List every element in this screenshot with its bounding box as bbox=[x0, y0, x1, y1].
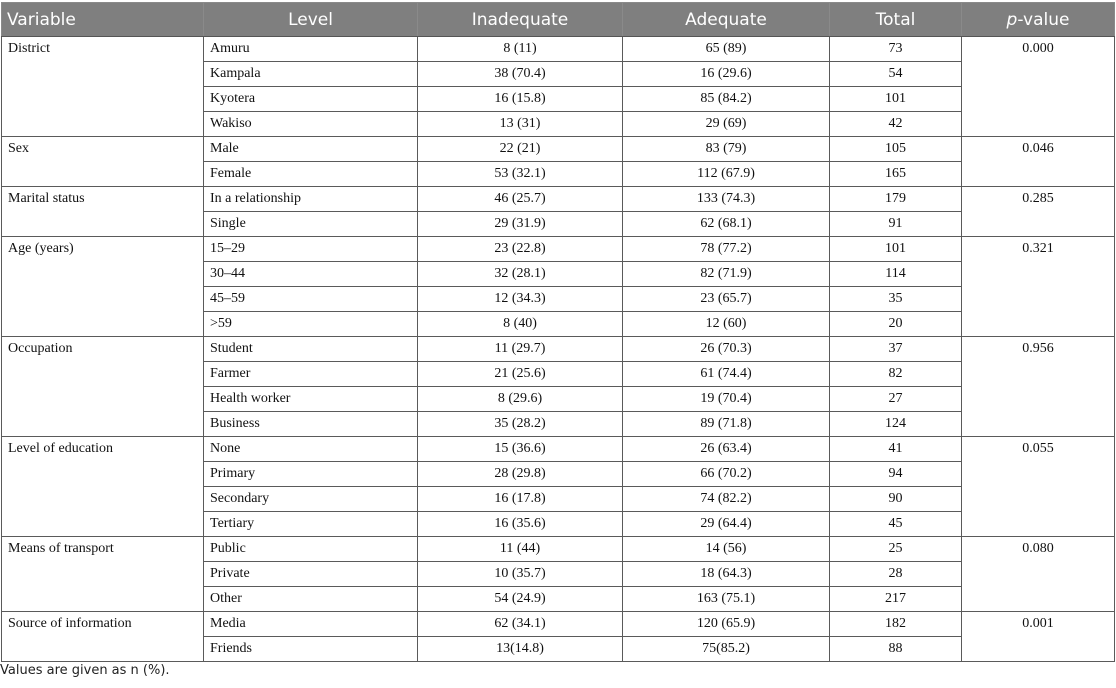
table-row bbox=[2, 537, 1115, 562]
inadequate-cell: 13 (31) bbox=[418, 112, 623, 137]
adequate-cell: 29 (64.4) bbox=[623, 512, 830, 537]
variable-cell: Occupation bbox=[2, 337, 204, 437]
inadequate-cell: 8 (11) bbox=[418, 37, 623, 62]
inadequate-cell: 8 (40) bbox=[418, 312, 623, 337]
total-cell: 41 bbox=[830, 437, 962, 462]
adequate-cell: 75(85.2) bbox=[623, 637, 830, 662]
header-p-value bbox=[962, 3, 1115, 37]
level-cell: Amuru bbox=[204, 37, 418, 62]
adequate-cell: 61 (74.4) bbox=[623, 362, 830, 387]
header-level: Level bbox=[204, 3, 418, 37]
level-cell: Health worker bbox=[204, 387, 418, 412]
variable-cell: Level of education bbox=[2, 437, 204, 537]
p-value-cell: 0.321 bbox=[962, 237, 1115, 337]
inadequate-cell: 12 (34.3) bbox=[418, 287, 623, 312]
table-row bbox=[2, 612, 1115, 637]
inadequate-cell: 11 (29.7) bbox=[418, 337, 623, 362]
total-cell: 101 bbox=[830, 237, 962, 262]
level-cell: 30–44 bbox=[204, 262, 418, 287]
inadequate-cell: 29 (31.9) bbox=[418, 212, 623, 237]
total-cell: 42 bbox=[830, 112, 962, 137]
inadequate-cell: 23 (22.8) bbox=[418, 237, 623, 262]
table-body bbox=[2, 37, 1115, 662]
adequate-cell: 65 (89) bbox=[623, 37, 830, 62]
total-cell: 35 bbox=[830, 287, 962, 312]
total-cell: 182 bbox=[830, 612, 962, 637]
adequate-cell: 18 (64.3) bbox=[623, 562, 830, 587]
header-row bbox=[2, 3, 1115, 37]
adequate-cell: 66 (70.2) bbox=[623, 462, 830, 487]
total-cell: 105 bbox=[830, 137, 962, 162]
inadequate-cell: 32 (28.1) bbox=[418, 262, 623, 287]
p-value-cell: 0.046 bbox=[962, 137, 1115, 187]
inadequate-cell: 46 (25.7) bbox=[418, 187, 623, 212]
inadequate-cell: 35 (28.2) bbox=[418, 412, 623, 437]
total-cell: 73 bbox=[830, 37, 962, 62]
inadequate-cell: 22 (21) bbox=[418, 137, 623, 162]
level-cell: Media bbox=[204, 612, 418, 637]
level-cell: Kyotera bbox=[204, 87, 418, 112]
table-row bbox=[2, 187, 1115, 212]
inadequate-cell: 54 (24.9) bbox=[418, 587, 623, 612]
total-cell: 124 bbox=[830, 412, 962, 437]
total-cell: 165 bbox=[830, 162, 962, 187]
header-variable: Variable bbox=[2, 3, 204, 37]
table-row bbox=[2, 37, 1115, 62]
adequate-cell: 78 (77.2) bbox=[623, 237, 830, 262]
adequate-cell: 83 (79) bbox=[623, 137, 830, 162]
header-total: Total bbox=[830, 3, 962, 37]
variable-cell: District bbox=[2, 37, 204, 137]
level-cell: Kampala bbox=[204, 62, 418, 87]
level-cell: Other bbox=[204, 587, 418, 612]
adequate-cell: 133 (74.3) bbox=[623, 187, 830, 212]
total-cell: 27 bbox=[830, 387, 962, 412]
header-inadequate: Inadequate bbox=[418, 3, 623, 37]
adequate-cell: 163 (75.1) bbox=[623, 587, 830, 612]
level-cell: In a relationship bbox=[204, 187, 418, 212]
header-adequate: Adequate bbox=[623, 3, 830, 37]
adequate-cell: 19 (70.4) bbox=[623, 387, 830, 412]
total-cell: 54 bbox=[830, 62, 962, 87]
level-cell: Male bbox=[204, 137, 418, 162]
level-cell: Business bbox=[204, 412, 418, 437]
total-cell: 82 bbox=[830, 362, 962, 387]
table-row bbox=[2, 337, 1115, 362]
total-cell: 101 bbox=[830, 87, 962, 112]
table-row bbox=[2, 237, 1115, 262]
level-cell: 15–29 bbox=[204, 237, 418, 262]
variable-cell: Source of information bbox=[2, 612, 204, 662]
adequate-cell: 74 (82.2) bbox=[623, 487, 830, 512]
total-cell: 20 bbox=[830, 312, 962, 337]
variable-cell: Means of transport bbox=[2, 537, 204, 612]
adequate-cell: 89 (71.8) bbox=[623, 412, 830, 437]
total-cell: 25 bbox=[830, 537, 962, 562]
inadequate-cell: 16 (35.6) bbox=[418, 512, 623, 537]
total-cell: 91 bbox=[830, 212, 962, 237]
adequate-cell: 16 (29.6) bbox=[623, 62, 830, 87]
adequate-cell: 26 (70.3) bbox=[623, 337, 830, 362]
level-cell: Primary bbox=[204, 462, 418, 487]
header-p-rest: -value bbox=[1017, 9, 1070, 30]
level-cell: Single bbox=[204, 212, 418, 237]
adequate-cell: 120 (65.9) bbox=[623, 612, 830, 637]
adequate-cell: 23 (65.7) bbox=[623, 287, 830, 312]
inadequate-cell: 8 (29.6) bbox=[418, 387, 623, 412]
inadequate-cell: 28 (29.8) bbox=[418, 462, 623, 487]
table-row bbox=[2, 137, 1115, 162]
total-cell: 90 bbox=[830, 487, 962, 512]
total-cell: 37 bbox=[830, 337, 962, 362]
total-cell: 179 bbox=[830, 187, 962, 212]
level-cell: >59 bbox=[204, 312, 418, 337]
level-cell: Friends bbox=[204, 637, 418, 662]
level-cell: None bbox=[204, 437, 418, 462]
adequate-cell: 62 (68.1) bbox=[623, 212, 830, 237]
level-cell: Female bbox=[204, 162, 418, 187]
total-cell: 45 bbox=[830, 512, 962, 537]
level-cell: Student bbox=[204, 337, 418, 362]
level-cell: 45–59 bbox=[204, 287, 418, 312]
table-footnote: Values are given as n (%). bbox=[0, 663, 170, 678]
total-cell: 94 bbox=[830, 462, 962, 487]
adequate-cell: 85 (84.2) bbox=[623, 87, 830, 112]
level-cell: Private bbox=[204, 562, 418, 587]
inadequate-cell: 16 (15.8) bbox=[418, 87, 623, 112]
adequate-cell: 26 (63.4) bbox=[623, 437, 830, 462]
p-value-cell: 0.080 bbox=[962, 537, 1115, 612]
level-cell: Wakiso bbox=[204, 112, 418, 137]
inadequate-cell: 11 (44) bbox=[418, 537, 623, 562]
inadequate-cell: 62 (34.1) bbox=[418, 612, 623, 637]
adequate-cell: 12 (60) bbox=[623, 312, 830, 337]
adequate-cell: 82 (71.9) bbox=[623, 262, 830, 287]
level-cell: Secondary bbox=[204, 487, 418, 512]
total-cell: 88 bbox=[830, 637, 962, 662]
total-cell: 217 bbox=[830, 587, 962, 612]
level-cell: Tertiary bbox=[204, 512, 418, 537]
p-value-cell: 0.956 bbox=[962, 337, 1115, 437]
total-cell: 114 bbox=[830, 262, 962, 287]
variable-cell: Age (years) bbox=[2, 237, 204, 337]
inadequate-cell: 21 (25.6) bbox=[418, 362, 623, 387]
inadequate-cell: 15 (36.6) bbox=[418, 437, 623, 462]
p-value-cell: 0.055 bbox=[962, 437, 1115, 537]
level-cell: Farmer bbox=[204, 362, 418, 387]
p-value-cell: 0.000 bbox=[962, 37, 1115, 137]
variable-cell: Sex bbox=[2, 137, 204, 187]
level-cell: Public bbox=[204, 537, 418, 562]
table-row bbox=[2, 437, 1115, 462]
adequate-cell: 14 (56) bbox=[623, 537, 830, 562]
results-table bbox=[1, 2, 1115, 662]
p-value-cell: 0.285 bbox=[962, 187, 1115, 237]
p-value-cell: 0.001 bbox=[962, 612, 1115, 662]
inadequate-cell: 10 (35.7) bbox=[418, 562, 623, 587]
total-cell: 28 bbox=[830, 562, 962, 587]
adequate-cell: 29 (69) bbox=[623, 112, 830, 137]
inadequate-cell: 13(14.8) bbox=[418, 637, 623, 662]
adequate-cell: 112 (67.9) bbox=[623, 162, 830, 187]
inadequate-cell: 53 (32.1) bbox=[418, 162, 623, 187]
inadequate-cell: 38 (70.4) bbox=[418, 62, 623, 87]
inadequate-cell: 16 (17.8) bbox=[418, 487, 623, 512]
variable-cell: Marital status bbox=[2, 187, 204, 237]
header-p-italic: p bbox=[1006, 9, 1018, 30]
